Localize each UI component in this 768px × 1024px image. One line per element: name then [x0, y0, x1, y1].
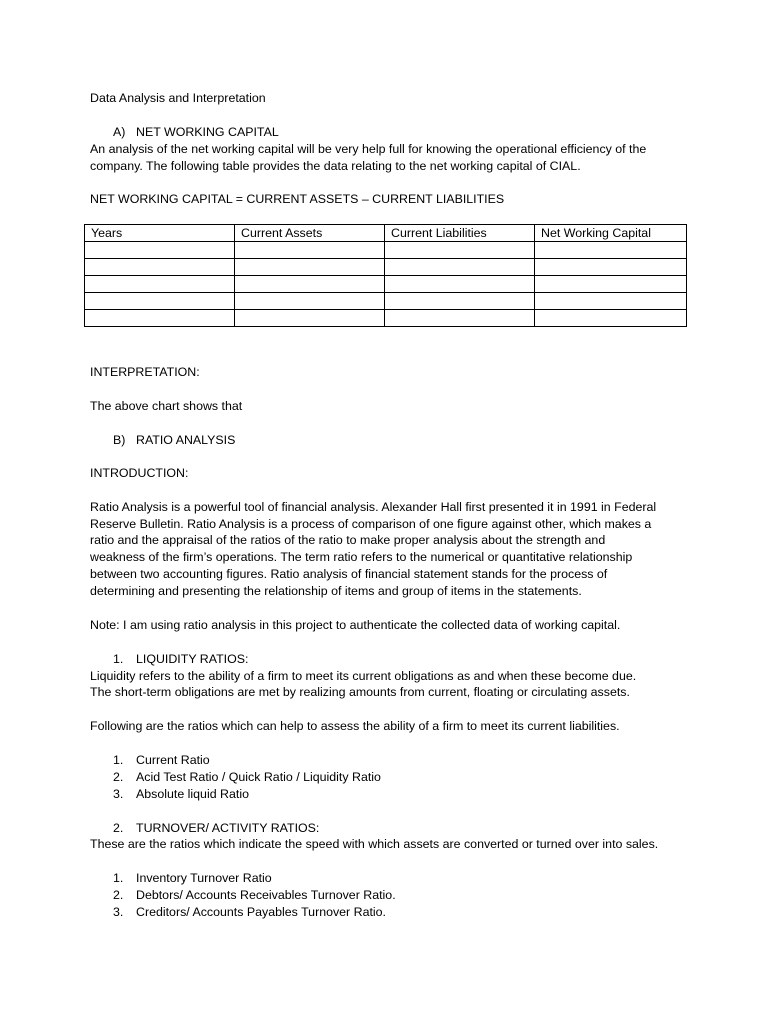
introduction-line-4: weakness of the firm’s operations. The term ratio refers to the numerical or quantitative relationship [90, 550, 633, 564]
table-cell [385, 310, 535, 327]
nwc-formula: NET WORKING CAPITAL = CURRENT ASSETS – CURRENT LIABILITIES [90, 192, 505, 206]
turnover-marker: 2. [113, 821, 124, 835]
section-a-heading: NET WORKING CAPITAL [136, 125, 279, 139]
table-cell [385, 242, 535, 259]
list-item: Debtors/ Accounts Receivables Turnover Ratio. [136, 888, 396, 902]
introduction-line-6: determining and presenting the relationship of items and group of items in the statements. [90, 584, 582, 598]
table-cell [85, 310, 235, 327]
table-cell [85, 293, 235, 310]
list-item-marker: 1. [113, 753, 124, 767]
table-cell [385, 293, 535, 310]
liquidity-heading: LIQUIDITY RATIOS: [136, 652, 249, 666]
table-cell [385, 276, 535, 293]
list-item: Inventory Turnover Ratio [136, 871, 272, 885]
introduction-line-1: Ratio Analysis is a powerful tool of financial analysis. Alexander Hall first presented it in 1991 in Federal [90, 500, 657, 514]
section-a-marker: A) [113, 125, 126, 139]
list-item-marker: 2. [113, 888, 124, 902]
table-header-net-working-capital: Net Working Capital [535, 225, 687, 242]
introduction-line-3: ratio and the appraisal of the ratios of the ratio to make proper analysis about the strength and [90, 533, 606, 547]
table-header-row [85, 225, 687, 242]
table-header-years: Years [85, 225, 235, 242]
list-item: Acid Test Ratio / Quick Ratio / Liquidity Ratio [136, 770, 381, 784]
section-a-intro-line-1: An analysis of the net working capital will be very help full for knowing the operational efficiency of the [90, 142, 647, 156]
list-item: Creditors/ Accounts Payables Turnover Ratio. [136, 905, 386, 919]
list-item-marker: 3. [113, 787, 124, 801]
introduction-line-2: Reserve Bulletin. Ratio Analysis is a process of comparison of one figure against other, which makes a [90, 517, 652, 531]
list-item-marker: 2. [113, 770, 124, 784]
net-working-capital-table [84, 224, 687, 327]
table-row [85, 310, 687, 327]
table-cell [535, 242, 687, 259]
table-cell [85, 242, 235, 259]
table-cell [535, 310, 687, 327]
interpretation-heading: INTERPRETATION: [90, 365, 200, 379]
table-row [85, 259, 687, 276]
liquidity-desc-line-2: The short-term obligations are met by realizing amounts from current, floating or circulating assets. [90, 685, 630, 699]
introduction-heading: INTRODUCTION: [90, 466, 189, 480]
list-item: Current Ratio [136, 753, 210, 767]
interpretation-text: The above chart shows that [90, 399, 243, 413]
table-row [85, 242, 687, 259]
note-text: Note: I am using ratio analysis in this project to authenticate the collected data of working capital. [90, 618, 621, 632]
table-cell [535, 293, 687, 310]
table-cell [385, 259, 535, 276]
table-header-current-liabilities: Current Liabilities [385, 225, 535, 242]
table-header-current-assets: Current Assets [235, 225, 385, 242]
table-cell [85, 276, 235, 293]
list-item-marker: 1. [113, 871, 124, 885]
table-cell [535, 259, 687, 276]
introduction-line-5: between two accounting figures. Ratio analysis of financial statement stands for the process of [90, 567, 608, 581]
liquidity-marker: 1. [113, 652, 124, 666]
table-cell [535, 276, 687, 293]
liquidity-desc-line-1: Liquidity refers to the ability of a firm to meet its current obligations as and when these become due. [90, 669, 637, 683]
table-row [85, 276, 687, 293]
turnover-heading: TURNOVER/ ACTIVITY RATIOS: [136, 821, 320, 835]
table-cell [235, 259, 385, 276]
table-cell [235, 276, 385, 293]
table-cell [235, 293, 385, 310]
list-item-marker: 3. [113, 905, 124, 919]
document-title: Data Analysis and Interpretation [90, 91, 266, 105]
turnover-desc: These are the ratios which indicate the speed with which assets are converted or turned over into sales. [90, 837, 659, 851]
section-a-intro-line-2: company. The following table provides the data relating to the net working capital of CIAL. [90, 159, 581, 173]
table-cell [85, 259, 235, 276]
section-b-marker: B) [113, 433, 126, 447]
list-item: Absolute liquid Ratio [136, 787, 249, 801]
table-cell [235, 310, 385, 327]
table-row [85, 293, 687, 310]
liquidity-lead: Following are the ratios which can help to assess the ability of a firm to meet its current liabilities. [90, 719, 620, 733]
section-b-heading: RATIO ANALYSIS [136, 433, 236, 447]
table-cell [235, 242, 385, 259]
